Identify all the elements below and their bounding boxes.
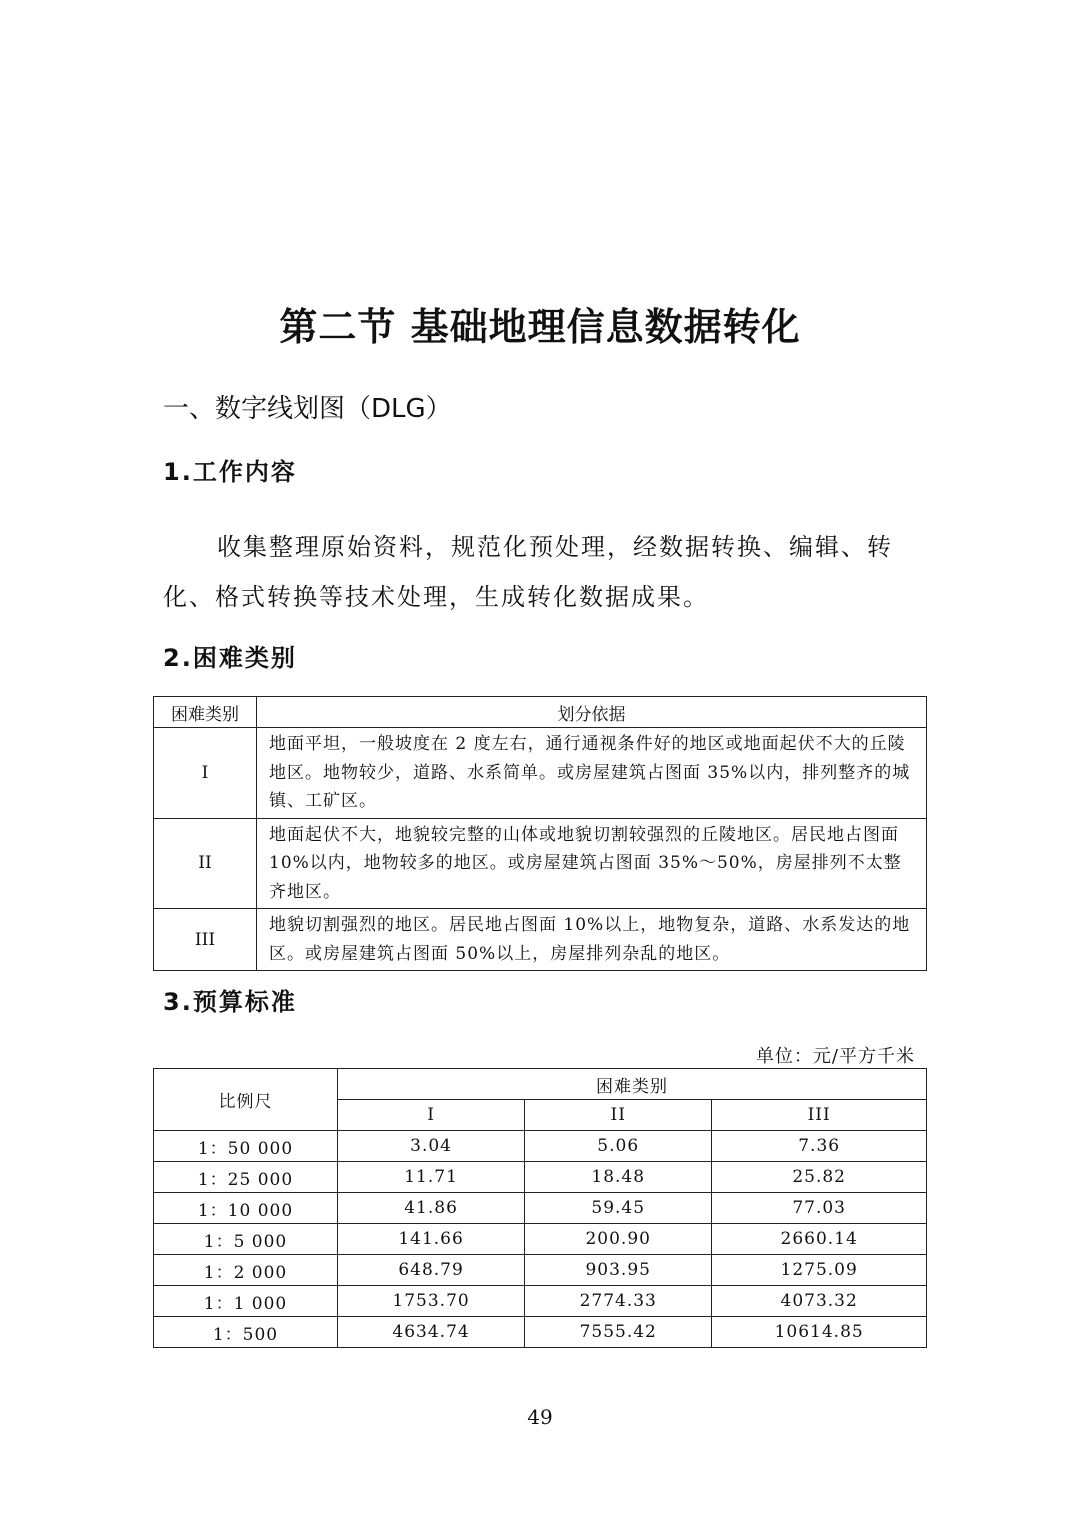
value-cell: 200.90 [525,1224,712,1255]
subsection-heading-budget: 3.预算标准 [163,988,297,1016]
header-class-i: I [338,1100,525,1131]
scale-cell: 1：25 000 [154,1162,338,1193]
value-cell: 10614.85 [712,1317,927,1348]
value-cell: 5.06 [525,1131,712,1162]
subsection-heading-work-content: 1.工作内容 [163,458,297,486]
table-row [154,728,927,819]
scale-cell: 1：10 000 [154,1193,338,1224]
value-cell: 4634.74 [338,1317,525,1348]
header-basis: 划分依据 [257,697,927,728]
table-row [154,1255,927,1286]
value-cell: 4073.32 [712,1286,927,1317]
difficulty-class-cell: II [154,818,257,909]
value-cell: 11.71 [338,1162,525,1193]
value-cell: 141.66 [338,1224,525,1255]
difficulty-table [153,696,927,971]
table-row [154,1131,927,1162]
header-difficulty-class: 困难类别 [154,697,257,728]
unit-label: 单位：元/平方千米 [755,1046,915,1067]
subsection-heading-difficulty: 2.困难类别 [163,644,297,672]
value-cell: 77.03 [712,1193,927,1224]
table-header-row [154,1069,927,1100]
value-cell: 7.36 [712,1131,927,1162]
value-cell: 2774.33 [525,1286,712,1317]
table-row [154,1286,927,1317]
scale-cell: 1：5 000 [154,1224,338,1255]
scale-cell: 1：2 000 [154,1255,338,1286]
table-header-row [154,697,927,728]
header-difficulty: 困难类别 [338,1069,927,1100]
header-scale: 比例尺 [154,1069,338,1131]
page-title: 第二节 基础地理信息数据转化 [279,305,801,349]
basis-cell: 地面平坦，一般坡度在 2 度左右，通行通视条件好的地区或地面起伏不大的丘陵地区。地物较少，道路、水系简单。或房屋建筑占图面 35%以内，排列整齐的城镇、工矿区。 [257,728,927,819]
value-cell: 7555.42 [525,1317,712,1348]
value-cell: 648.79 [338,1255,525,1286]
difficulty-class-cell: III [154,909,257,971]
value-cell: 41.86 [338,1193,525,1224]
value-cell: 3.04 [338,1131,525,1162]
page-number: 49 [527,1405,553,1429]
scale-cell: 1：50 000 [154,1131,338,1162]
table-row [154,909,927,971]
value-cell: 18.48 [525,1162,712,1193]
value-cell: 2660.14 [712,1224,927,1255]
table-row [154,1317,927,1348]
table-row [154,1162,927,1193]
basis-cell: 地面起伏不大，地貌较完整的山体或地貌切割较强烈的丘陵地区。居民地占图面 10%以内，地物较多的地区。或房屋建筑占图面 35%～50%，房屋排列不太整齐地区。 [257,818,927,909]
difficulty-class-cell: I [154,728,257,819]
value-cell: 25.82 [712,1162,927,1193]
scale-cell: 1：1 000 [154,1286,338,1317]
section-heading: 一、数字线划图（DLG） [163,394,452,424]
value-cell: 59.45 [525,1193,712,1224]
value-cell: 903.95 [525,1255,712,1286]
budget-table [153,1068,927,1348]
scale-cell: 1：500 [154,1317,338,1348]
table-row [154,1193,927,1224]
header-class-iii: III [712,1100,927,1131]
table-row [154,818,927,909]
basis-cell: 地貌切割强烈的地区。居民地占图面 10%以上，地物复杂，道路、水系发达的地区。或房屋建筑占图面 50%以上，房屋排列杂乱的地区。 [257,909,927,971]
work-content-paragraph: 收集整理原始资料，规范化预处理，经数据转换、编辑、转化、格式转换等技术处理，生成转化数据成果。 [163,533,893,611]
value-cell: 1275.09 [712,1255,927,1286]
header-class-ii: II [525,1100,712,1131]
table-row [154,1224,927,1255]
value-cell: 1753.70 [338,1286,525,1317]
